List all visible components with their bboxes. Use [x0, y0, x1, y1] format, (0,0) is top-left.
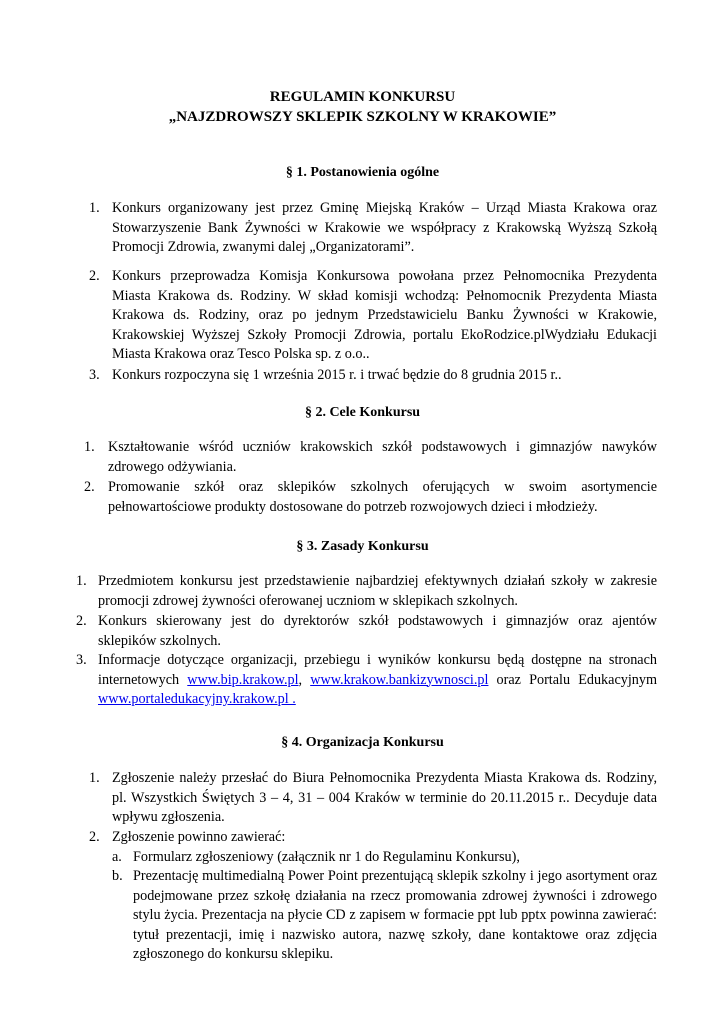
list-item-text: Przedmiotem konkursu jest przedstawienie najbardziej efektywnych działań szkoły w zakresie promocji zdrowej żywności oferowanej uczniom w sklepikach szkolnych. — [98, 573, 657, 609]
list-item-text: Konkurs organizowany jest przez Gminę Miejską Kraków – Urząd Miasta Krakowa oraz Stowarzyszenie Bank Żywności w Krakowie we współpracy z Krakowską Wyższą Szkołą Promocji Zdrowia, zwanymi dalej „Organizatorami”. — [112, 200, 657, 256]
bip-krakow-link[interactable]: www.bip.krakow.pl — [187, 671, 299, 688]
list-item-text: Konkurs przeprowadza Komisja Konkursowa powołana przez Pełnomocnika Prezydenta Miasta Krakowa ds. Rodziny. W skład komisji wchodzą: Pełnomocnik Prezydenta Miasta Krakowa ds. Rodziny, oraz po jednym Przedstawicielu Banku Żywności w Krakowie, Krakowskiej Wyższej Szkoły Promocji Zdrowia, portalu EkoRodzice.plWydziału Edukacji Miasta Krakowa oraz Tesco Polska sp. z o.o.. — [112, 268, 657, 363]
section-4-heading: § 4. Organizacja Konkursu — [281, 735, 444, 750]
list-item-number: 2. — [89, 268, 100, 284]
list-item — [89, 267, 657, 365]
list-item — [89, 199, 657, 258]
list-item-number: 1. — [84, 439, 95, 455]
list-item — [76, 612, 657, 651]
food-bank-link[interactable]: www.krakow.bankizywnosci.pl — [310, 671, 489, 688]
list-item — [76, 651, 657, 710]
section-1-heading: § 1. Postanowienia ogólne — [285, 165, 440, 180]
list-item-number: 1. — [76, 573, 87, 589]
sub-list-item-letter: a. — [112, 849, 122, 865]
section-2-heading: § 2. Cele Konkursu — [304, 405, 421, 420]
list-item-number: 3. — [76, 652, 87, 668]
list-item-text: Promowanie szkół oraz sklepików szkolnych oferujących w swoim asortymencie pełnowartościowe produkty dostosowane do potrzeb rozwojowych dzieci i młodzieży. — [108, 479, 657, 515]
list-item-text: Konkurs skierowany jest do dyrektorów szkół podstawowych i gimnazjów oraz ajentów sklepików szkolnych. — [98, 613, 657, 649]
section-3-heading: § 3. Zasady Konkursu — [296, 539, 429, 554]
list-item-text: Kształtowanie wśród uczniów krakowskich szkół podstawowych i gimnazjów nawyków zdrowego odżywiania. — [108, 439, 657, 475]
document-title: REGULAMIN KONKURSU — [269, 89, 456, 105]
list-item-text: Zgłoszenie powinno zawierać: — [112, 829, 286, 845]
list-item-number: 1. — [89, 770, 100, 786]
document-subtitle: „NAJZDROWSZY SKLEPIK SZKOLNY W KRAKOWIE” — [168, 109, 557, 125]
list-item — [89, 366, 657, 386]
sub-list-item-text: Formularz zgłoszeniowy (załącznik nr 1 do Regulaminu Konkursu), — [133, 849, 520, 865]
list-item — [84, 438, 657, 477]
list-item-text-part: oraz Portalu Edukacyjnym — [488, 671, 657, 688]
list-item-text: Zgłoszenie należy przesłać do Biura Pełnomocnika Prezydenta Miasta Krakowa ds. Rodziny, pl. Wszystkich Świętych 3 – 4, 31 – 004 Kraków w terminie do 20.11.2015 r.. Decyduje data wpływu zgłoszenia. — [112, 770, 657, 826]
sub-list-item-letter: b. — [112, 868, 123, 884]
link-separator: , — [298, 671, 311, 688]
list-item — [76, 572, 657, 611]
sub-list-item — [112, 848, 657, 868]
list-item — [84, 478, 657, 517]
list-item — [89, 769, 657, 828]
list-item-text: Konkurs rozpoczyna się 1 września 2015 r. i trwać będzie do 8 grudnia 2015 r.. — [112, 367, 562, 383]
sub-list-item — [112, 867, 657, 965]
list-item-number: 2. — [76, 613, 87, 629]
list-item-number: 2. — [84, 479, 95, 495]
sub-list-item-text: Prezentację multimedialną Power Point prezentującą sklepik szkolny i jego asortyment oraz podejmowane przez szkołę działania na rzecz promowania zdrowej żywności i zdrowego stylu życia. Prezentacja na płycie CD z zapisem w formacie ppt lub pptx powinna zawierać: tytuł prezentacji, imię i nazwisko autora, nazwę szkoły, dane kontaktowe oraz zdjęcia zgłoszonego do konkursu sklepiku. — [133, 868, 657, 963]
list-item-text — [98, 651, 657, 710]
list-item-number: 1. — [89, 200, 100, 216]
list-item-text-part: Informacje dotyczące organizacji, przebiegu i wyników konkursu będą dostępne na stronach internetowych — [98, 652, 657, 688]
list-item-number: 3. — [89, 367, 100, 383]
educational-portal-link[interactable]: www.portaledukacyjny.krakow.pl . — [98, 691, 296, 708]
list-item-number: 2. — [89, 829, 100, 845]
list-item — [89, 828, 657, 848]
